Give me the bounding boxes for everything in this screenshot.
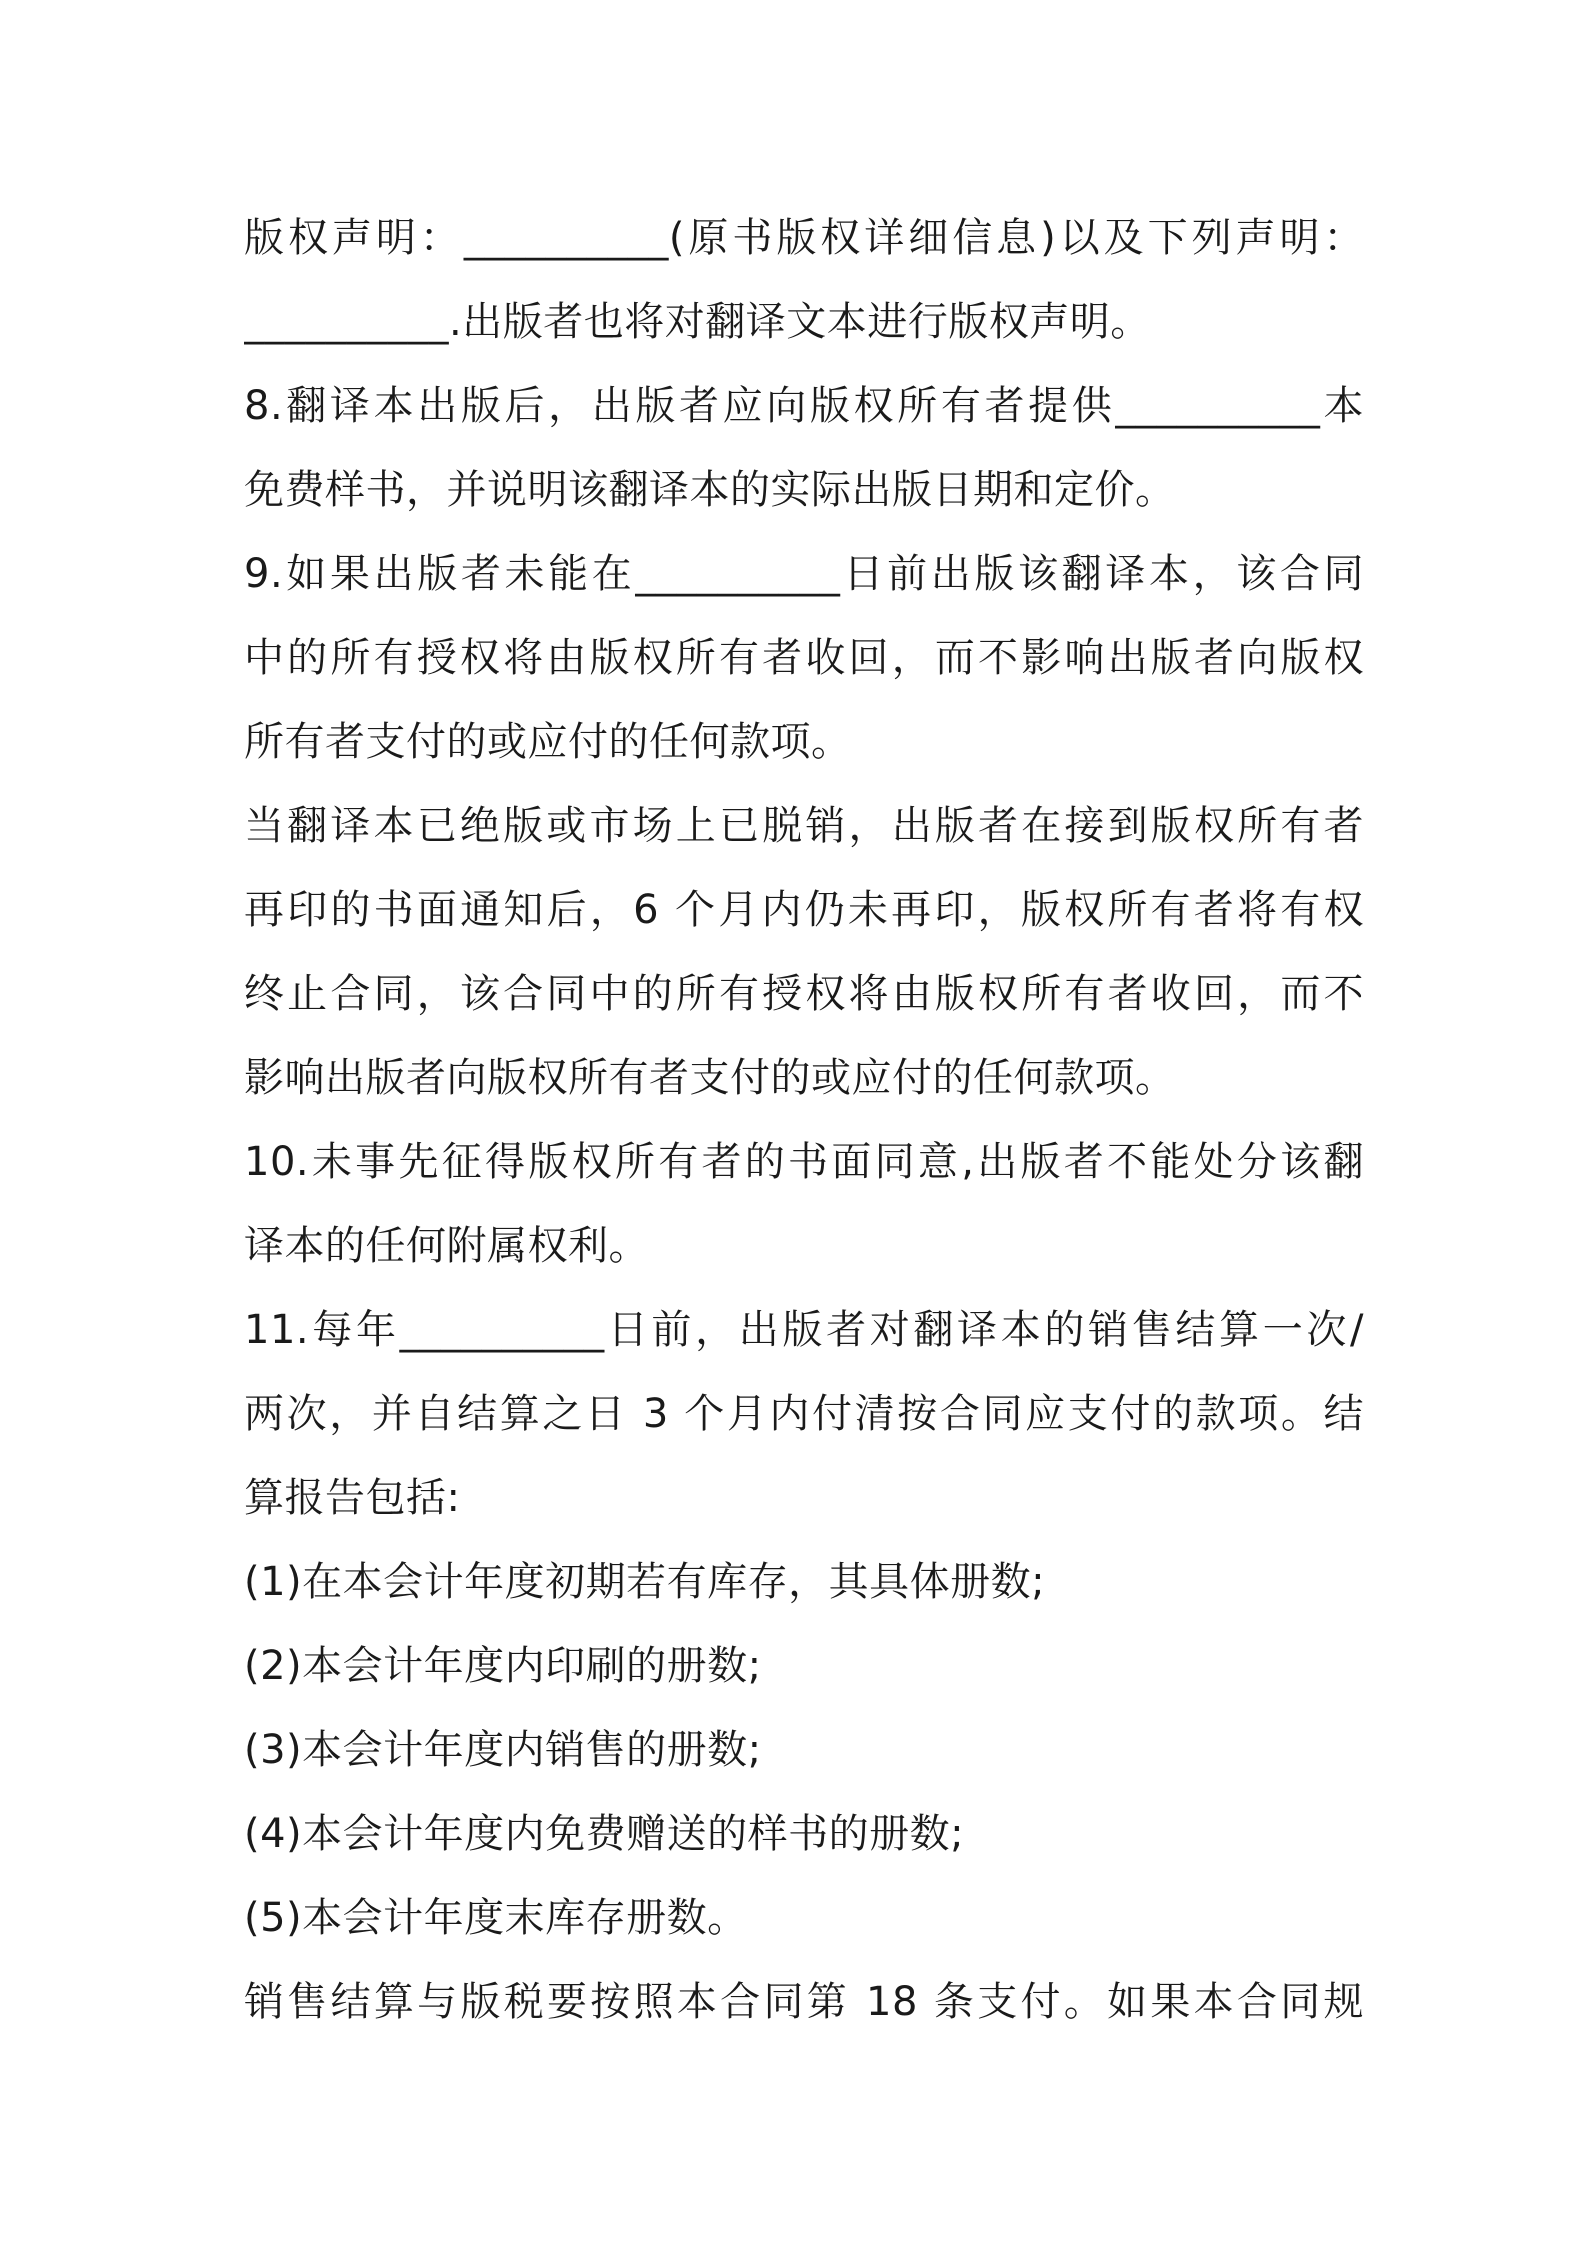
text-line: 9.如果出版者未能在__________日前出版该翻译本，该合同 bbox=[244, 551, 1364, 597]
text-line: 终止合同，该合同中的所有授权将由版权所有者收回，而不 bbox=[244, 971, 1364, 1017]
text-line: 译本的任何附属权利。 bbox=[244, 1223, 649, 1269]
text-line: 算报告包括: bbox=[244, 1475, 461, 1521]
text-line: (1)在本会计年度初期若有库存，其具体册数; bbox=[244, 1559, 1046, 1605]
text-line: 再印的书面通知后，6 个月内仍未再印，版权所有者将有权 bbox=[244, 887, 1364, 933]
text-line: 影响出版者向版权所有者支付的或应付的任何款项。 bbox=[244, 1055, 1176, 1101]
text-line: (5)本会计年度末库存册数。 bbox=[244, 1895, 748, 1941]
text-line: 当翻译本已绝版或市场上已脱销，出版者在接到版权所有者 bbox=[244, 803, 1364, 849]
text-line: 8.翻译本出版后，出版者应向版权所有者提供__________本 bbox=[244, 383, 1364, 429]
text-line: 中的所有授权将由版权所有者收回，而不影响出版者向版权 bbox=[244, 635, 1364, 681]
text-line: 两次，并自结算之日 3 个月内付清按合同应支付的款项。结 bbox=[244, 1391, 1364, 1437]
text-line: 所有者支付的或应付的任何款项。 bbox=[244, 719, 852, 765]
text-line: (4)本会计年度内免费赠送的样书的册数; bbox=[244, 1811, 965, 1857]
text-line: __________.出版者也将对翻译文本进行版权声明。 bbox=[244, 299, 1151, 345]
text-line: (2)本会计年度内印刷的册数; bbox=[244, 1643, 762, 1689]
text-line: 11.每年__________日前，出版者对翻译本的销售结算一次/ bbox=[244, 1307, 1364, 1353]
text-line: (3)本会计年度内销售的册数; bbox=[244, 1727, 762, 1773]
text-line: 10.未事先征得版权所有者的书面同意,出版者不能处分该翻 bbox=[244, 1139, 1364, 1185]
text-line: 免费样书，并说明该翻译本的实际出版日期和定价。 bbox=[244, 467, 1176, 513]
document-body bbox=[244, 196, 1364, 2044]
text-line: 版权声明：__________(原书版权详细信息)以及下列声明： bbox=[244, 215, 1364, 261]
text-line: 销售结算与版税要按照本合同第 18 条支付。如果本合同规 bbox=[244, 1979, 1364, 2025]
